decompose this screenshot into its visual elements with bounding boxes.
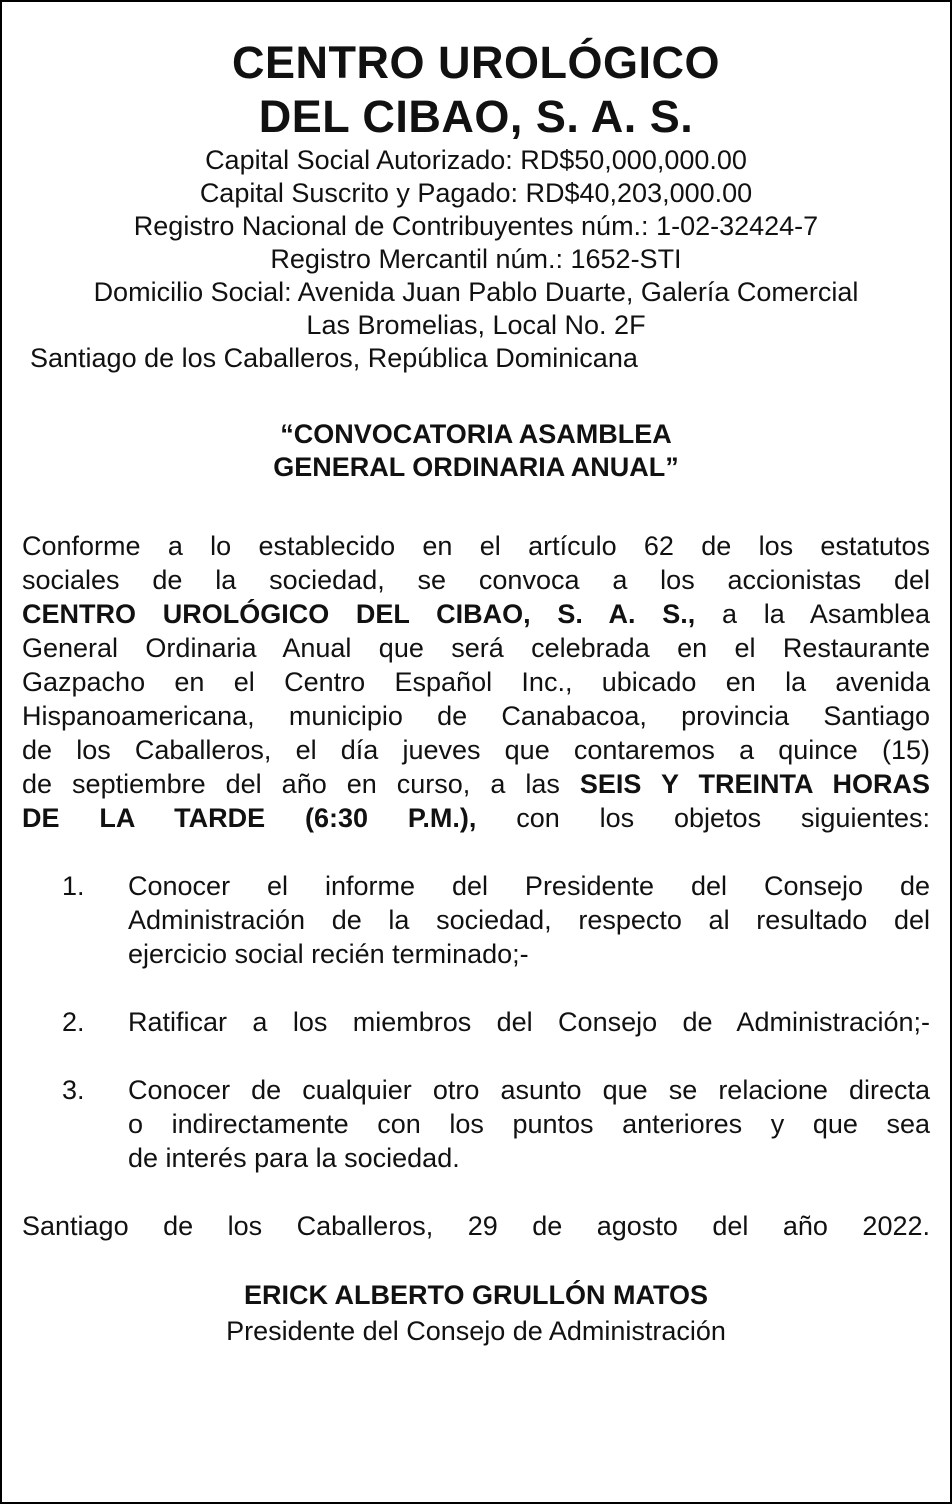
title-line-2: DEL CIBAO, S. A. S. [258, 91, 694, 142]
agenda-line: Conocer el informe del Presidente del Consejo de [128, 871, 930, 901]
agenda-number: 2. [62, 1007, 85, 1037]
body-line: Gazpacho en el Centro Español Inc., ubicado en la avenida [22, 667, 930, 697]
convocatoria-line-1: “CONVOCATORIA ASAMBLEA [280, 419, 672, 449]
place-date: Santiago de los Caballeros, 29 de agosto del año 2022. [22, 1211, 930, 1241]
time-bold: DE LA TARDE (6:30 P.M.), [22, 803, 477, 833]
body-line [22, 767, 930, 801]
company-title [22, 36, 930, 144]
body-text: a la Asamblea [695, 599, 930, 629]
agenda-text [128, 1005, 930, 1039]
agenda-text [128, 1073, 930, 1175]
domicilio-line-1: Domicilio Social: Avenida Juan Pablo Duarte, Galería Comercial [93, 277, 859, 307]
agenda-item [22, 1073, 930, 1175]
signatory-name: ERICK ALBERTO GRULLÓN MATOS [244, 1280, 708, 1310]
company-info [22, 144, 930, 375]
convocatoria-heading [22, 418, 930, 484]
title-line-1: CENTRO UROLÓGICO [232, 37, 720, 88]
body-line: sociales de la sociedad, se convoca a los accionistas del [22, 565, 930, 595]
capital-autorizado: Capital Social Autorizado: RD$50,000,000.00 [205, 145, 747, 175]
body-text: de septiembre del año en curso, a las [22, 769, 580, 799]
body-line: General Ordinaria Anual que será celebrada en el Restaurante [22, 633, 930, 663]
domicilio-line-3: Santiago de los Caballeros, República Dominicana [30, 343, 638, 373]
time-bold: SEIS Y TREINTA HORAS [579, 769, 930, 799]
agenda-line: Ratificar a los miembros del Consejo de Administración;- [128, 1007, 930, 1037]
signature-block [22, 1277, 930, 1349]
body-text: con los objetos siguientes: [476, 803, 930, 833]
rnc: Registro Nacional de Contribuyentes núm.: 1-02-32424-7 [133, 211, 819, 241]
agenda-line: ejercicio social recién terminado;- [128, 939, 529, 969]
agenda-line: Administración de la sociedad, respecto al resultado del [128, 905, 930, 935]
convocatoria-line-2: GENERAL ORDINARIA ANUAL” [273, 452, 679, 482]
body-paragraph [22, 529, 930, 835]
domicilio-line-2: Las Bromelias, Local No. 2F [306, 310, 646, 340]
agenda-number: 1. [62, 871, 85, 901]
agenda-list [22, 869, 930, 1175]
body-line: Hispanoamericana, municipio de Canabacoa, provincia Santiago [22, 701, 930, 731]
company-name-bold: CENTRO UROLÓGICO DEL CIBAO, S. A. S., [22, 599, 696, 629]
body-line [22, 801, 930, 835]
agenda-text [128, 869, 930, 971]
body-line [22, 597, 930, 631]
capital-suscrito: Capital Suscrito y Pagado: RD$40,203,000.00 [199, 178, 753, 208]
agenda-line: Conocer de cualquier otro asunto que se relacione directa [128, 1075, 930, 1105]
registro-mercantil: Registro Mercantil núm.: 1652-STI [270, 244, 682, 274]
body-line: Conforme a lo establecido en el artículo 62 de los estatutos [22, 531, 930, 561]
agenda-number: 3. [62, 1075, 85, 1105]
agenda-line: de interés para la sociedad. [128, 1143, 460, 1173]
agenda-line: o indirectamente con los puntos anteriores y que sea [128, 1109, 930, 1139]
agenda-item [22, 1005, 930, 1039]
agenda-item [22, 869, 930, 971]
signatory-role: Presidente del Consejo de Administración [226, 1316, 726, 1346]
body-line: de los Caballeros, el día jueves que contaremos a quince (15) [22, 735, 930, 765]
